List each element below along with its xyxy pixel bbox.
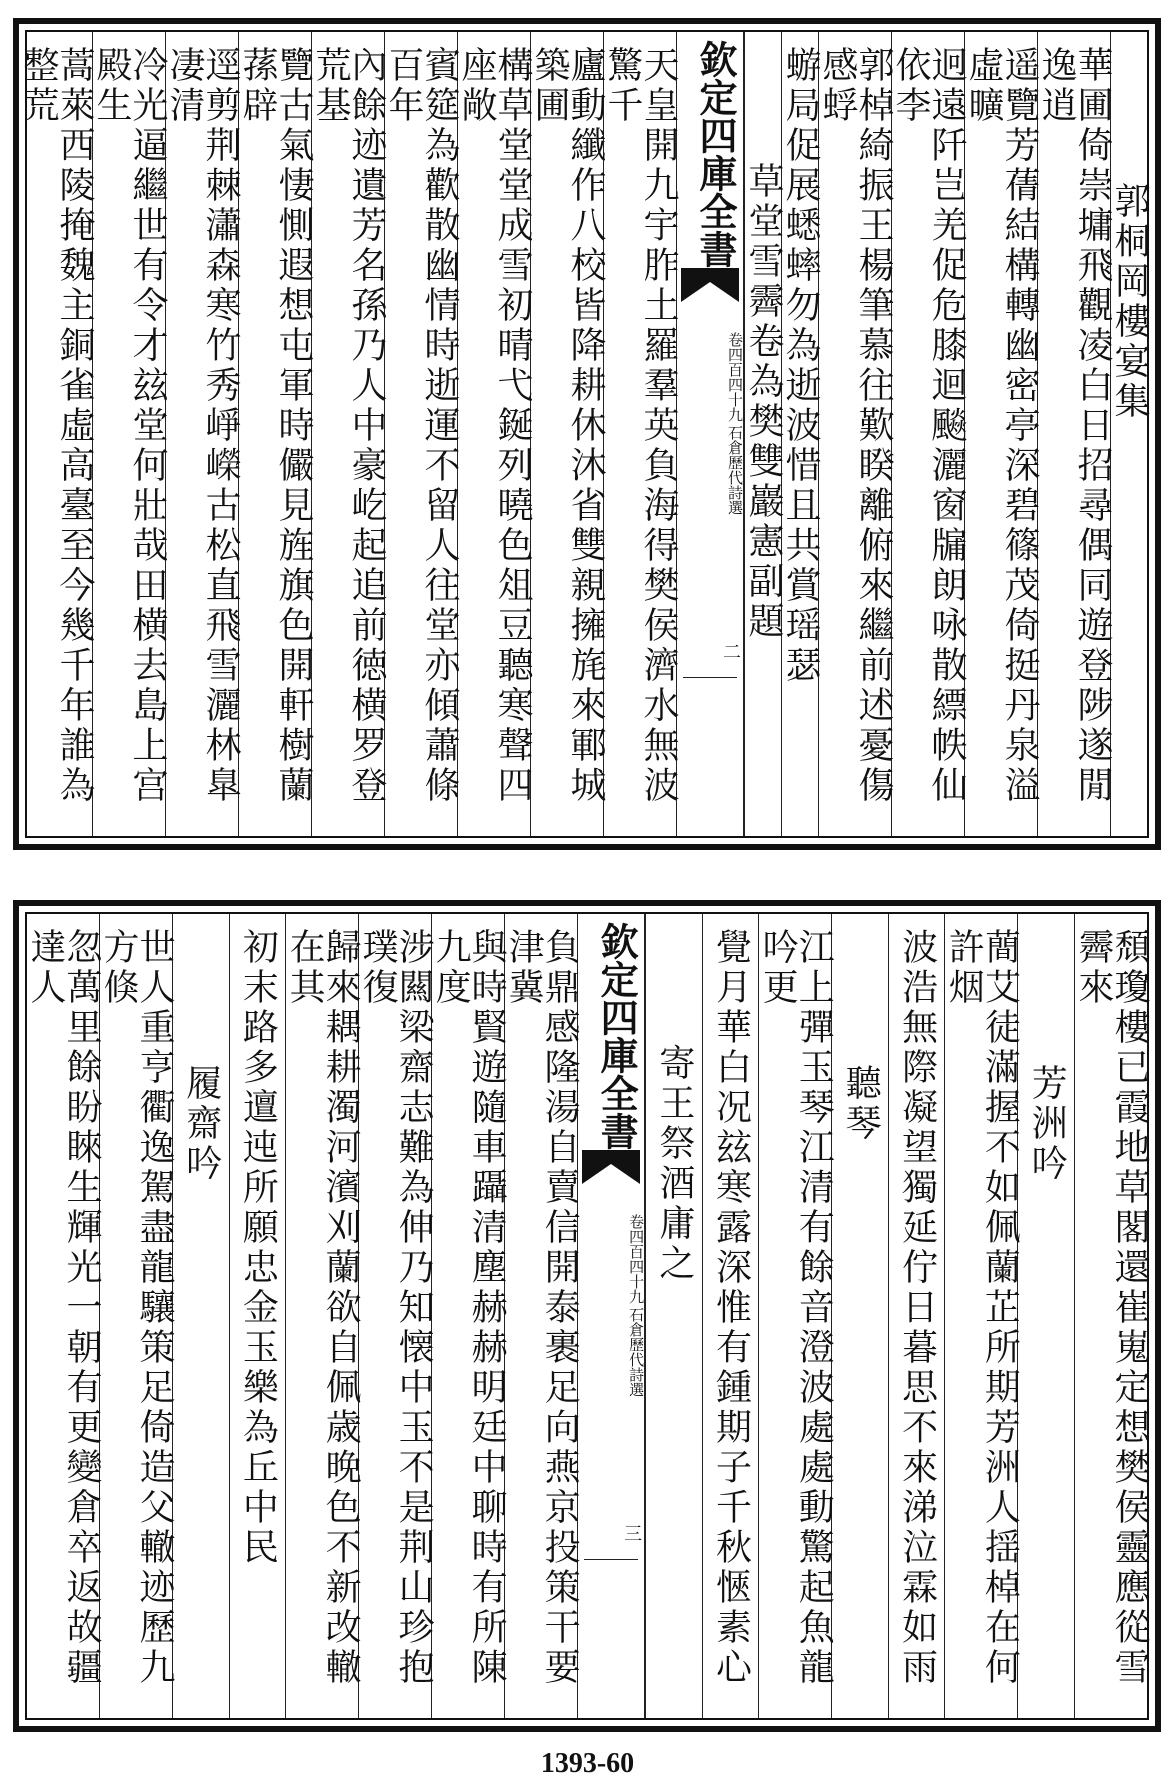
poem-title: 芳洲吟 xyxy=(1017,914,1074,1718)
source-label xyxy=(578,1214,644,1397)
text-column: 內餘迹遺芳名孫乃人中豪屹起追前徳横罗登荒基 xyxy=(311,32,384,836)
bottom-page xyxy=(13,900,1161,1732)
page-number: 二 xyxy=(720,642,741,660)
text-column: 蕳艾徒滿握不如佩蘭芷所期芳洲人揺棹在何許烟 xyxy=(944,914,1017,1718)
source-title: 石倉歷代詩選 xyxy=(627,1307,646,1397)
center-banner xyxy=(577,914,645,1718)
library-title: 欽定四庫全書 xyxy=(594,922,640,1150)
text-column: 迥遠阡岂羌促危膝迴飈灑窗牖朗咏散縹帙仙依李 xyxy=(891,32,964,836)
text-column: 逕剪荆棘瀟森寒竹秀崢嶸古松直飛雪灑林臯凄清 xyxy=(165,32,238,836)
text-column: 冷光逼繼世有令才玆堂何壯哉田横去島上宫殿生 xyxy=(92,32,165,836)
source-label xyxy=(677,332,743,515)
text-column: 歸來耦耕濁河濱刈蘭欲自佩歳晚色不新改轍在其 xyxy=(285,914,358,1718)
text-column: 頹瓊樓已霞地草閣還崔嵬定想樊侯靈應從雪霽來 xyxy=(1074,914,1147,1718)
text-column: 蝣局促展蟋蟀勿為逝波惜且共賞瑶瑟 xyxy=(781,32,818,836)
text-column: 蒿萊西陵掩魏主銅雀虛高臺至今幾千年誰為整荒 xyxy=(18,46,95,806)
text-column: 波浩無際凝望獨延佇日暮思不來涕泣霖如雨 xyxy=(888,914,945,1718)
text-column: 構草堂堂成雪初晴弋鋋列曉色俎豆聽寒聲四座敞 xyxy=(457,32,530,836)
page-code: 1393-60 xyxy=(540,1748,635,1779)
top-page-frame xyxy=(18,30,1150,838)
text-column: 與時賢遊隨車躡清塵赫赫明廷中聊時有所陳九度 xyxy=(431,914,504,1718)
text-column: 華圃倚崇墉飛觀凌白日招尋偶同遊登陟遂閒逸逍 xyxy=(1037,32,1110,836)
text-column: 忽萬里餘盼睞生輝光一朝有更變倉卒返故疆達人 xyxy=(24,928,102,1688)
text-column: 江上彈玉琴江清有餘音澄波處處動驚起魚龍吟更 xyxy=(758,914,831,1718)
source-volume: 卷四百四十九 xyxy=(627,1214,646,1304)
divider xyxy=(683,677,737,678)
text-column: 初末路多邅迍所願忠金玉樂為丘中民 xyxy=(229,914,286,1718)
poem-title: 郭桐岡樓宴集 xyxy=(1110,32,1147,836)
bottom-page-columns xyxy=(24,914,1150,1718)
fish-tail-mark-icon xyxy=(681,268,739,302)
text-column: 覺月華白况玆寒露深惟有鍾期子千秋愜素心 xyxy=(702,914,759,1718)
bottom-page-frame xyxy=(25,912,1149,1720)
library-title: 欽定四庫全書 xyxy=(693,40,738,268)
text-column: 郭棹綺振王楊筆慕往歎睽離俯來繼前述憂傷感蜉 xyxy=(818,32,891,836)
poem-title: 聽琴 xyxy=(831,914,888,1718)
top-page-columns xyxy=(18,32,1150,836)
divider xyxy=(584,1559,638,1560)
poem-title: 履齋吟 xyxy=(172,914,229,1718)
top-page xyxy=(13,18,1161,850)
text-column: 覽古氣悽惻遐想屯軍時儼見旌旗色開軒樹蘭蓀辟 xyxy=(238,32,311,836)
text-column: 天皇開九宇胙土羅羣英負海得樊侯濟水無波驚千 xyxy=(603,32,676,836)
fish-tail-mark-icon xyxy=(582,1150,640,1184)
poem-title: 草堂雪霽卷為樊雙巖憲副題 xyxy=(744,32,781,836)
page-number: 三 xyxy=(621,1524,643,1542)
text-column: 世人重亨衢逸駕盡龍驤策足倚造父轍迹歷九方倏 xyxy=(99,914,172,1718)
center-banner xyxy=(676,32,744,836)
text-column: 遥覽芳蒨結構轉幽密亭深碧篠茂倚挺丹泉溢虛曠 xyxy=(964,32,1037,836)
text-column: 涉闗梁齋志難為伸乃知懐中玉不是荆山珍抱璞復 xyxy=(358,914,431,1718)
text-column: 負鼎感隆湯自賣信開泰裹足向燕京投策干要津冀 xyxy=(504,914,577,1718)
poem-title: 寄王祭酒庸之 xyxy=(645,914,702,1718)
text-column: 廬動纖作八校皆降耕休沐省雙親擁旄來鄆城築圃 xyxy=(530,32,603,836)
text-column: 賓筵為歡散幽情時逝運不留人往堂亦傾蕭條百年 xyxy=(384,32,457,836)
source-title: 石倉歷代詩選 xyxy=(726,425,744,515)
source-volume: 卷四百四十九 xyxy=(726,332,744,422)
